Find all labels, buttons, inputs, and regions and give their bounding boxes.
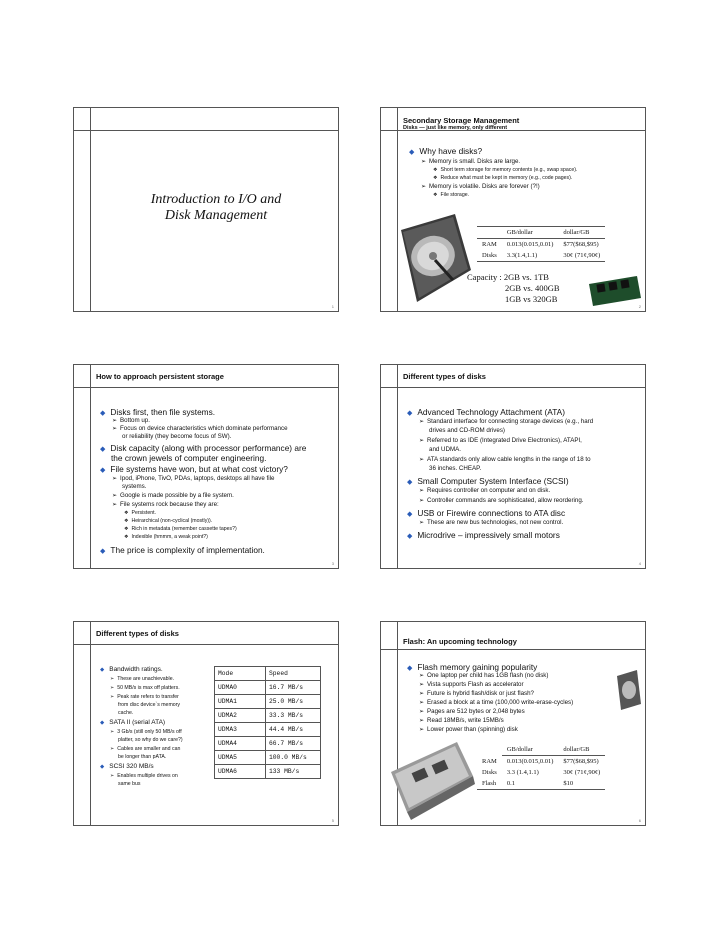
sub-sub-bullet: ❖ Rich in metadata (remember cassette tapes?) xyxy=(124,526,237,532)
arrowhead-icon: ➢ xyxy=(110,773,115,779)
table-cell: $10 xyxy=(563,780,574,787)
bullet: ◆ The price is complexity of implementation. xyxy=(100,545,265,555)
sub-bullet: ➢ One laptop per child has 1GB flash (no disk) xyxy=(419,672,549,679)
diamond-bullet-icon: ◆ xyxy=(100,548,106,555)
sub-bullet: ➢ Peak rate refers to transfer xyxy=(110,694,179,700)
sub-bullet: ➢ Read 18MB/s, write 15MB/s xyxy=(419,717,504,724)
sub-sub-bullet: ❖ Heirarchical (non-cyclical (mostly)). xyxy=(124,518,213,524)
arrowhead-icon: ➢ xyxy=(419,718,425,724)
sub-bullet: ➢ These are new bus technologies, not new control. xyxy=(419,519,564,526)
table-row xyxy=(215,751,321,765)
small-diamond-icon: ❖ xyxy=(124,510,129,516)
sub-bullet: ➢ These are unachievable. xyxy=(110,676,175,682)
slide-title: Different types of disks xyxy=(96,629,179,638)
table-cell: Disks xyxy=(482,769,497,776)
sub-bullet: ➢ Referred to as IDE (Integrated Drive Electronics), ATAPI, xyxy=(419,437,582,444)
sub-sub-bullet: ❖ Short term storage for memory contents (e.g., swap space). xyxy=(433,167,578,173)
bullet: ◆ File systems have won, but at what cost victory? xyxy=(100,464,288,474)
capacity-block xyxy=(467,272,560,305)
arrowhead-icon: ➢ xyxy=(419,419,425,425)
table-cell: RAM xyxy=(482,757,497,765)
diamond-bullet-icon: ◆ xyxy=(407,533,413,540)
sub-bullet-continuation: cache. xyxy=(118,710,134,716)
bullet: ◆ USB or Firewire connections to ATA disc xyxy=(407,508,566,518)
arrowhead-icon: ➢ xyxy=(419,709,425,715)
table-cell: UDMA1 xyxy=(215,695,266,709)
bullet: ◆ SCSI 320 MB/s xyxy=(100,763,154,770)
title-line-1: Introduction to I/O and xyxy=(150,192,282,207)
diamond-bullet-icon: ◆ xyxy=(100,764,105,770)
arrowhead-icon: ➢ xyxy=(419,673,425,679)
sub-sub-bullet: ❖ File storage. xyxy=(433,192,470,198)
sub-bullet: ➢ Bottom up. xyxy=(112,417,150,424)
sub-bullet-continuation: same bus xyxy=(118,781,141,787)
table-cell: 0.013(0.015,0.01) xyxy=(506,758,554,765)
table-header-cell: dollar/GB xyxy=(558,744,605,756)
slide-margin-rule xyxy=(90,365,91,568)
table-cell: 100.0 MB/s xyxy=(269,754,307,761)
sub-bullet: ➢ Pages are 512 bytes or 2,048 bytes xyxy=(419,708,525,715)
table-row xyxy=(215,695,321,709)
arrowhead-icon: ➢ xyxy=(419,438,425,444)
price-table xyxy=(477,226,605,262)
sub-bullet: ➢ Lower power than (spinning) disk xyxy=(419,726,518,733)
sub-bullet-continuation: 36 inches. CHEAP. xyxy=(429,465,482,472)
table-row xyxy=(215,765,321,779)
sub-bullet-continuation: systems. xyxy=(122,483,147,490)
slide-6 xyxy=(380,621,646,826)
sub-bullet-continuation: drives and CD-ROM drives) xyxy=(429,427,505,434)
flash-drive-image xyxy=(613,668,643,714)
sub-bullet: ➢ Vista supports Flash as accelerator xyxy=(419,681,524,688)
table-cell: UDMA2 xyxy=(215,709,266,723)
table-row xyxy=(477,239,605,251)
slide-header-rule xyxy=(74,130,338,131)
slide-subtitle: Disks — just like memory, only different xyxy=(403,125,508,131)
table-cell: RAM xyxy=(482,241,497,248)
small-diamond-icon: ❖ xyxy=(124,534,129,540)
table-header-row xyxy=(477,227,605,239)
arrowhead-icon: ➢ xyxy=(110,676,115,682)
table-cell: 16.7 MB/s xyxy=(269,684,304,691)
arrowhead-icon: ➢ xyxy=(110,694,115,700)
slide-4 xyxy=(380,364,646,569)
table-cell: 25.0 MB/s xyxy=(269,698,304,705)
diamond-bullet-icon: ◆ xyxy=(100,667,105,673)
sub-bullet-continuation: from disc device`s memory xyxy=(118,702,180,708)
sub-bullet: ➢ Standard interface for connecting storage devices (e.g., hard xyxy=(419,418,594,425)
slide-2 xyxy=(380,107,646,312)
table-row xyxy=(215,681,321,695)
sub-bullet: ➢ Future is hybrid flash/disk or just flash? xyxy=(419,690,534,697)
bullet: ◆ Bandwidth ratings. xyxy=(100,666,163,673)
sub-bullet: ➢ Memory is small. Disks are large. xyxy=(421,158,521,165)
bullet: ◆ Microdrive – impressively small motors xyxy=(407,530,560,540)
table-cell: Disks xyxy=(482,252,497,259)
page-number: 6 xyxy=(638,818,641,823)
small-diamond-icon: ❖ xyxy=(124,518,129,524)
sub-bullet: ➢ Memory is volatile. Disks are forever (?!) xyxy=(421,183,540,190)
table-cell: $77($68,$95) xyxy=(563,241,599,248)
bullet: ◆ Small Computer System Interface (SCSI) xyxy=(407,476,569,486)
table-row xyxy=(477,778,605,790)
arrowhead-icon: ➢ xyxy=(419,457,425,463)
table-cell: UDMA3 xyxy=(215,723,266,737)
slide-header-rule xyxy=(381,649,645,650)
sub-bullet-continuation: platter, so why do we care?) xyxy=(118,737,183,743)
ram-module-image xyxy=(587,274,643,310)
flash-price-table xyxy=(477,744,605,790)
slide-margin-rule xyxy=(397,365,398,568)
title-line-2: Disk Management xyxy=(164,208,268,223)
sub-bullet: ➢ Controller commands are sophisticated, allow reordering. xyxy=(419,497,584,504)
arrowhead-icon: ➢ xyxy=(419,498,425,504)
bullet: ◆ Advanced Technology Attachment (ATA) xyxy=(407,407,565,417)
diamond-bullet-icon: ◆ xyxy=(409,149,415,156)
udma-table xyxy=(214,666,321,779)
table-header-cell: Mode xyxy=(215,667,266,681)
slide-1 xyxy=(73,107,339,312)
table-header-row xyxy=(477,744,605,756)
slide-margin-rule xyxy=(90,622,91,825)
page-number: 5 xyxy=(331,818,334,823)
table-header-cell: Speed xyxy=(269,670,288,677)
table-cell: 66.7 MB/s xyxy=(269,740,304,747)
slide-header-rule xyxy=(381,387,645,388)
arrowhead-icon: ➢ xyxy=(419,700,425,706)
slide-5 xyxy=(73,621,339,826)
slide-margin-rule xyxy=(90,108,91,311)
bullet: ◆ Flash memory gaining popularity xyxy=(407,662,538,672)
slide-title: Secondary Storage Management xyxy=(403,116,520,125)
sub-bullet-continuation: be longer than pATA. xyxy=(118,754,167,760)
slide-header-rule xyxy=(74,387,338,388)
sub-bullet-continuation: and UDMA. xyxy=(429,446,461,453)
table-cell: UDMA6 xyxy=(215,765,266,779)
bullet: ◆ SATA II (serial ATA) xyxy=(100,719,166,726)
table-row xyxy=(215,723,321,737)
flash-card-image xyxy=(387,732,477,824)
sub-bullet: ➢ Requires controller on computer and on disk. xyxy=(419,487,551,494)
sub-bullet: ➢ File systems rock because they are: xyxy=(112,501,219,508)
arrowhead-icon: ➢ xyxy=(421,159,427,165)
page-number: 4 xyxy=(638,561,641,566)
table-row xyxy=(477,250,605,262)
small-diamond-icon: ❖ xyxy=(433,167,438,173)
sub-bullet: ➢ Enables multiple drives on xyxy=(110,773,178,779)
diamond-bullet-icon: ◆ xyxy=(407,511,413,518)
table-row xyxy=(215,709,321,723)
table-header-cell xyxy=(477,227,502,239)
arrowhead-icon: ➢ xyxy=(421,184,427,190)
diamond-bullet-icon: ◆ xyxy=(100,410,106,417)
table-header-cell xyxy=(477,744,502,756)
diamond-bullet-icon: ◆ xyxy=(407,665,413,672)
arrowhead-icon: ➢ xyxy=(112,476,118,482)
slide-title: How to approach persistent storage xyxy=(96,372,224,381)
small-diamond-icon: ❖ xyxy=(433,192,438,198)
arrowhead-icon: ➢ xyxy=(112,426,118,432)
table-cell: 0.1 xyxy=(506,780,515,787)
arrowhead-icon: ➢ xyxy=(419,520,425,526)
page-number: 2 xyxy=(638,304,641,309)
table-cell: 0.013(0.015,0.01) xyxy=(506,241,554,248)
table-cell: 3.3 (1.4,1.1) xyxy=(506,769,539,776)
table-cell: $77($68,$95) xyxy=(563,758,599,765)
bullet: ◆ Why have disks? xyxy=(409,146,483,156)
bullet: ◆ Disks first, then file systems. xyxy=(100,407,216,417)
capacity-line: 2GB vs. 400GB xyxy=(505,283,560,293)
table-header-row xyxy=(215,667,321,681)
sub-bullet: ➢ Erased a block at a time (100,000 write-erase-cycles) xyxy=(419,699,574,706)
arrowhead-icon: ➢ xyxy=(110,685,115,691)
table-cell: UDMA0 xyxy=(215,681,266,695)
table-row xyxy=(477,767,605,778)
slide-title xyxy=(94,192,338,224)
arrowhead-icon: ➢ xyxy=(112,502,118,508)
sub-bullet: ➢ Focus on device characteristics which dominate performance xyxy=(112,425,288,432)
table-cell: 133 MB/s xyxy=(269,768,300,775)
sub-bullet: ➢ 3 Gb/s (still only 50 MB/s off xyxy=(110,729,182,735)
capacity-line: 1GB vs 320GB xyxy=(505,294,558,304)
table-cell: 33.3 MB/s xyxy=(269,712,304,719)
slide-3 xyxy=(73,364,339,569)
table-row xyxy=(477,756,605,768)
sub-bullet: ➢ Cables are smaller and can xyxy=(110,746,181,752)
table-cell: 30¢ (71¢,90¢) xyxy=(563,769,601,776)
hard-drive-image xyxy=(395,210,473,306)
arrowhead-icon: ➢ xyxy=(112,418,118,424)
page-number: 1 xyxy=(331,304,334,309)
bullet: ◆ Disk capacity (along with processor performance) are xyxy=(100,443,307,453)
diamond-bullet-icon: ◆ xyxy=(407,410,413,417)
slide-title: Flash: An upcoming technology xyxy=(403,637,517,646)
slide-header-rule xyxy=(74,644,338,645)
table-cell: 44.4 MB/s xyxy=(269,726,304,733)
table-cell: 3.3(1.4,1.1) xyxy=(506,252,538,259)
arrowhead-icon: ➢ xyxy=(110,746,115,752)
small-diamond-icon: ❖ xyxy=(124,526,129,532)
sub-bullet: ➢ Ipod, iPhone, TivO, PDAs, laptops, desktops all have file xyxy=(112,475,275,482)
diamond-bullet-icon: ◆ xyxy=(100,446,106,453)
table-header-cell: GB/dollar xyxy=(502,227,559,239)
table-cell: Flash xyxy=(482,780,497,787)
page-number: 3 xyxy=(331,561,334,566)
table-header-cell: dollar/GB xyxy=(558,227,605,239)
sub-sub-bullet: ❖ Persistent. xyxy=(124,510,156,516)
capacity-line: Capacity : 2GB vs. 1TB xyxy=(467,272,549,282)
diamond-bullet-icon: ◆ xyxy=(100,720,105,726)
sub-bullet: ➢ 50 MB/s is max off platters. xyxy=(110,685,180,691)
arrowhead-icon: ➢ xyxy=(419,488,425,494)
arrowhead-icon: ➢ xyxy=(110,729,115,735)
arrowhead-icon: ➢ xyxy=(419,682,425,688)
sub-bullet: ➢ Google is made possible by a file system. xyxy=(112,492,234,499)
arrowhead-icon: ➢ xyxy=(419,691,425,697)
small-diamond-icon: ❖ xyxy=(433,175,438,181)
table-row xyxy=(215,737,321,751)
sub-sub-bullet: ❖ Indexible (hmmm, a weak point?) xyxy=(124,534,208,540)
table-cell: 30¢ (71¢,90¢) xyxy=(563,252,601,259)
sub-sub-bullet: ❖ Reduce what must be kept in memory (e.g., code pages). xyxy=(433,175,573,181)
table-cell: UDMA5 xyxy=(215,751,266,765)
table-cell: UDMA4 xyxy=(215,737,266,751)
diamond-bullet-icon: ◆ xyxy=(407,479,413,486)
slide-title: Different types of disks xyxy=(403,372,486,381)
diamond-bullet-icon: ◆ xyxy=(100,467,106,474)
arrowhead-icon: ➢ xyxy=(112,493,118,499)
table-header-cell: GB/dollar xyxy=(502,744,559,756)
sub-bullet-continuation: or reliability (they become focus of SW). xyxy=(122,433,232,440)
bullet-continuation: the crown jewels of computer engineering. xyxy=(111,453,267,463)
sub-bullet: ➢ ATA standards only allow cable lengths in the range of 18 to xyxy=(419,456,591,463)
arrowhead-icon: ➢ xyxy=(419,727,425,733)
